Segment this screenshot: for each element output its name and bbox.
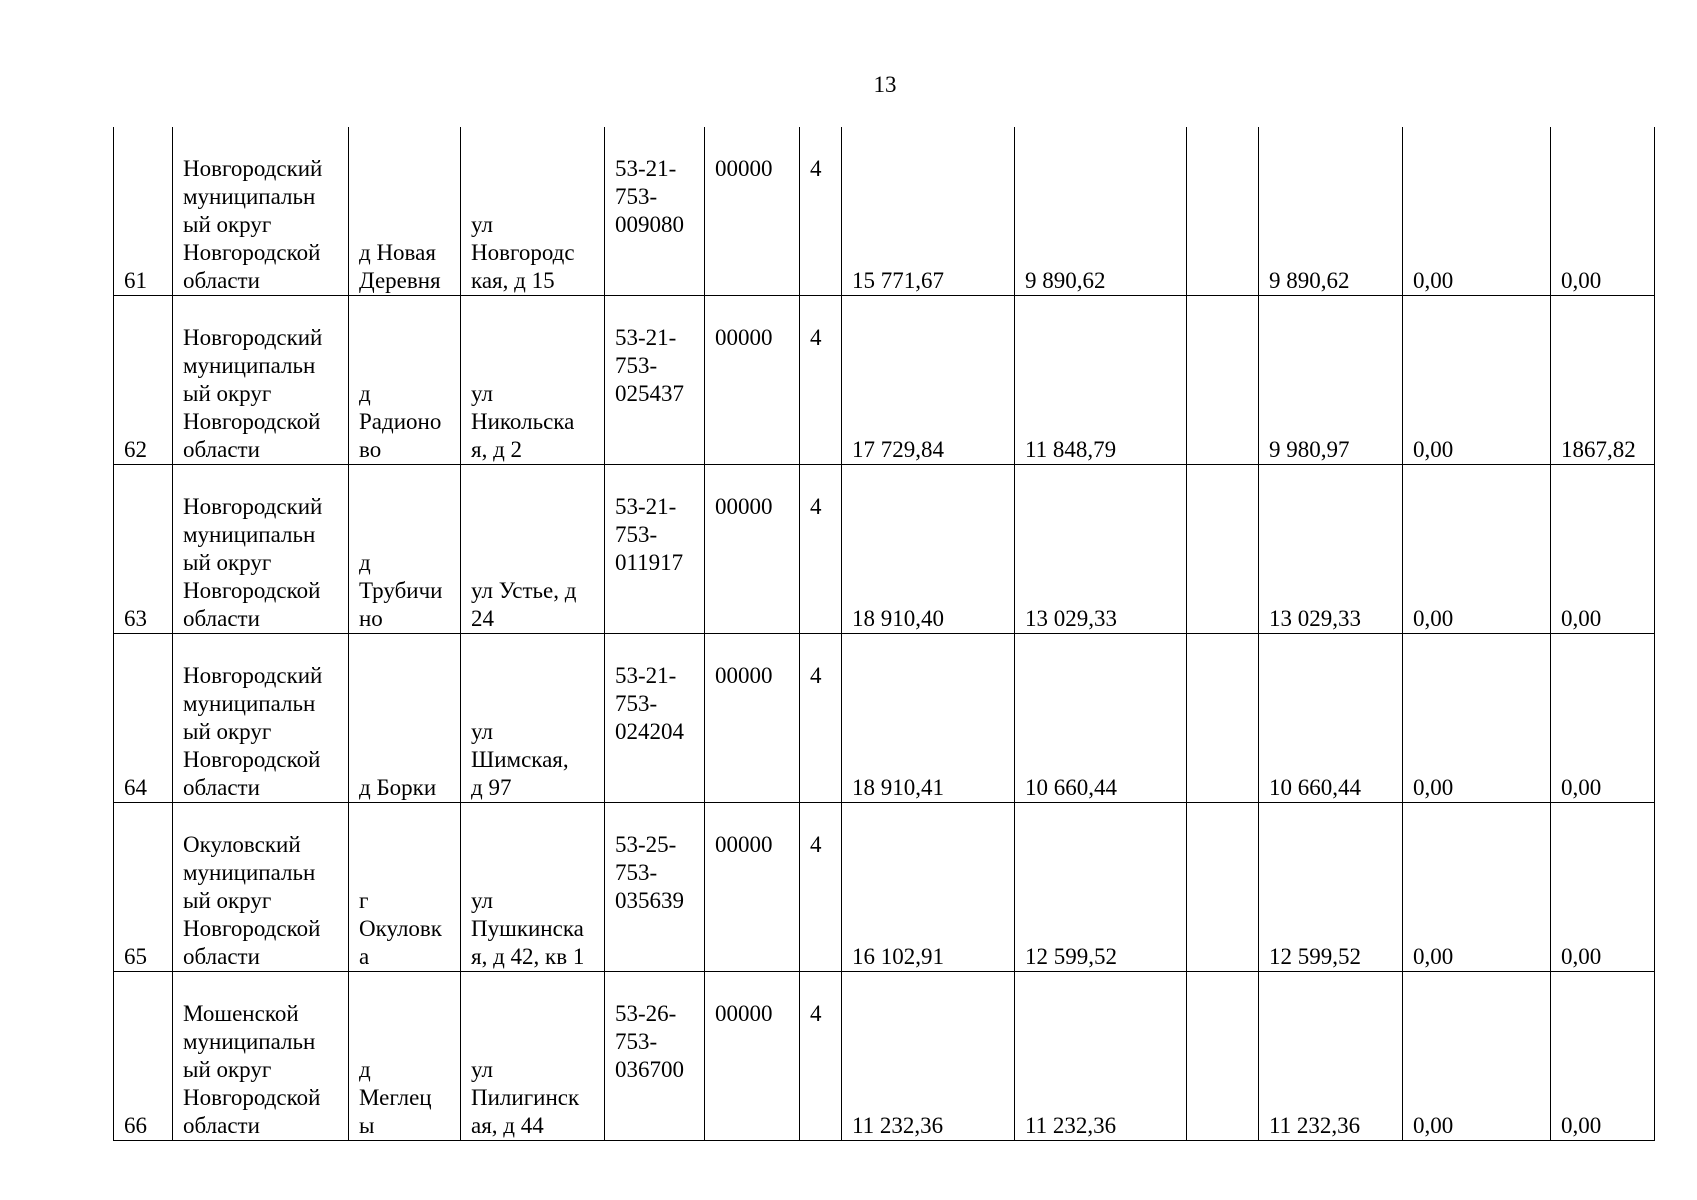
cell-line: 753- — [615, 691, 658, 716]
code2-cell: 00000 — [705, 972, 800, 1141]
value5-cell: 0,00 — [1403, 465, 1551, 634]
municipality-cell — [173, 634, 349, 803]
cell-line: Шимская, — [471, 747, 569, 772]
cell-line: Деревня — [359, 268, 441, 293]
category-cell: 4 — [800, 127, 842, 296]
cell-line: 753- — [615, 522, 658, 547]
cell-line: г — [359, 888, 369, 913]
cell-line: 009080 — [615, 212, 684, 237]
cell-line: муниципальн — [183, 1029, 316, 1054]
cell-line: ый округ — [183, 550, 272, 575]
value1-cell: 17 729,84 — [842, 296, 1015, 465]
cell-line: 753- — [615, 353, 658, 378]
cell-line: Новгородской — [183, 240, 321, 265]
table-row — [114, 465, 1655, 634]
value3-cell — [1187, 127, 1259, 296]
cell-line: муниципальн — [183, 691, 316, 716]
cell-line: Новгородской — [183, 409, 321, 434]
value2-cell: 10 660,44 — [1015, 634, 1187, 803]
cell-line: а — [359, 944, 370, 969]
cell-line: области — [183, 775, 260, 800]
settlement-cell — [349, 972, 461, 1141]
cell-line: Пилигинск — [471, 1085, 580, 1110]
cell-line: области — [183, 606, 260, 631]
cell-line: ый округ — [183, 1057, 272, 1082]
cell-line: Новгородский — [183, 325, 323, 350]
cell-line: ая, д 44 — [471, 1113, 544, 1138]
value4-cell: 9 980,97 — [1259, 296, 1403, 465]
cell-line: области — [183, 437, 260, 462]
category-cell: 4 — [800, 465, 842, 634]
table-row — [114, 634, 1655, 803]
cell-line: Новгородской — [183, 916, 321, 941]
cell-line: д Борки — [359, 775, 437, 800]
value1-cell: 11 232,36 — [842, 972, 1015, 1141]
address-cell — [461, 972, 605, 1141]
value6-cell: 0,00 — [1551, 465, 1655, 634]
cell-line: ул — [471, 888, 493, 913]
code2-cell: 00000 — [705, 634, 800, 803]
cell-line: 024204 — [615, 719, 684, 744]
address-cell — [461, 803, 605, 972]
value2-cell: 9 890,62 — [1015, 127, 1187, 296]
cell-line: ул — [471, 719, 493, 744]
municipality-cell — [173, 972, 349, 1141]
cell-line: д — [359, 550, 371, 575]
table-row — [114, 296, 1655, 465]
value6-cell: 1867,82 — [1551, 296, 1655, 465]
municipality-cell — [173, 803, 349, 972]
value5-cell: 0,00 — [1403, 296, 1551, 465]
settlement-cell — [349, 634, 461, 803]
value5-cell: 0,00 — [1403, 127, 1551, 296]
row-number-cell: 66 — [114, 972, 173, 1141]
address-cell — [461, 465, 605, 634]
cell-line: Новгородский — [183, 663, 323, 688]
cell-line: ул — [471, 381, 493, 406]
value3-cell — [1187, 634, 1259, 803]
cell-line: муниципальн — [183, 353, 316, 378]
value3-cell — [1187, 803, 1259, 972]
value2-cell: 11 848,79 — [1015, 296, 1187, 465]
cell-line: Новгородской — [183, 1085, 321, 1110]
cell-line: ый округ — [183, 719, 272, 744]
data-table — [113, 127, 1655, 1141]
municipality-cell — [173, 127, 349, 296]
cell-line: 53-21- — [615, 156, 677, 181]
cell-line: кая, д 15 — [471, 268, 555, 293]
settlement-cell — [349, 803, 461, 972]
cell-line: области — [183, 268, 260, 293]
value4-cell: 13 029,33 — [1259, 465, 1403, 634]
cell-line: Меглец — [359, 1085, 432, 1110]
settlement-cell — [349, 127, 461, 296]
value3-cell — [1187, 465, 1259, 634]
cell-line: Новгородской — [183, 578, 321, 603]
row-number-cell: 63 — [114, 465, 173, 634]
cell-line: 53-21- — [615, 325, 677, 350]
value1-cell: 16 102,91 — [842, 803, 1015, 972]
cell-line: 011917 — [615, 550, 684, 575]
cell-line: Новгородский — [183, 494, 323, 519]
category-cell: 4 — [800, 972, 842, 1141]
cell-line: я, д 42, кв 1 — [471, 944, 585, 969]
cell-line: д 97 — [471, 775, 512, 800]
cell-line: области — [183, 944, 260, 969]
cell-line: Трубичи — [359, 578, 443, 603]
page-number: 13 — [873, 72, 897, 97]
cell-line: ул — [471, 212, 493, 237]
cell-line: 53-25- — [615, 832, 677, 857]
cell-line: 753- — [615, 1029, 658, 1054]
value1-cell: 15 771,67 — [842, 127, 1015, 296]
cell-line: Никольска — [471, 409, 575, 434]
row-number-cell: 65 — [114, 803, 173, 972]
code-cell — [605, 634, 705, 803]
value6-cell: 0,00 — [1551, 803, 1655, 972]
cell-line: ый округ — [183, 888, 272, 913]
cell-line: Радионо — [359, 409, 442, 434]
cell-line: Мошенской — [183, 1001, 299, 1026]
value3-cell — [1187, 296, 1259, 465]
value6-cell: 0,00 — [1551, 127, 1655, 296]
category-cell: 4 — [800, 296, 842, 465]
code-cell — [605, 296, 705, 465]
table-row — [114, 972, 1655, 1141]
row-number-cell: 64 — [114, 634, 173, 803]
value2-cell: 13 029,33 — [1015, 465, 1187, 634]
cell-line: д — [359, 1057, 371, 1082]
cell-line: я, д 2 — [471, 437, 523, 462]
cell-line: 753- — [615, 860, 658, 885]
cell-line: 753- — [615, 184, 658, 209]
table-row — [114, 803, 1655, 972]
cell-line: ул — [471, 1057, 493, 1082]
value5-cell: 0,00 — [1403, 634, 1551, 803]
cell-line: ы — [359, 1113, 375, 1138]
value5-cell: 0,00 — [1403, 972, 1551, 1141]
value6-cell: 0,00 — [1551, 634, 1655, 803]
cell-line: 53-21- — [615, 494, 677, 519]
address-cell — [461, 296, 605, 465]
municipality-cell — [173, 465, 349, 634]
cell-line: Новгородский — [183, 156, 323, 181]
settlement-cell — [349, 465, 461, 634]
cell-line: Новгородс — [471, 240, 575, 265]
value3-cell — [1187, 972, 1259, 1141]
cell-line: ый округ — [183, 381, 272, 406]
address-cell — [461, 127, 605, 296]
row-number-cell: 61 — [114, 127, 173, 296]
cell-line: муниципальн — [183, 184, 316, 209]
code-cell — [605, 127, 705, 296]
category-cell: 4 — [800, 634, 842, 803]
cell-line: муниципальн — [183, 860, 316, 885]
value1-cell: 18 910,41 — [842, 634, 1015, 803]
cell-line: но — [359, 606, 383, 631]
cell-line: 53-26- — [615, 1001, 677, 1026]
settlement-cell — [349, 296, 461, 465]
cell-line: ый округ — [183, 212, 272, 237]
code2-cell: 00000 — [705, 127, 800, 296]
value4-cell: 9 890,62 — [1259, 127, 1403, 296]
value2-cell: 12 599,52 — [1015, 803, 1187, 972]
code2-cell: 00000 — [705, 296, 800, 465]
cell-line: д Новая — [359, 240, 436, 265]
code-cell — [605, 972, 705, 1141]
value5-cell: 0,00 — [1403, 803, 1551, 972]
cell-line: области — [183, 1113, 260, 1138]
cell-line: 035639 — [615, 888, 684, 913]
cell-line: Окуловский — [183, 832, 301, 857]
cell-line: Новгородской — [183, 747, 321, 772]
code2-cell: 00000 — [705, 465, 800, 634]
value4-cell: 10 660,44 — [1259, 634, 1403, 803]
code-cell — [605, 803, 705, 972]
municipality-cell — [173, 296, 349, 465]
address-cell — [461, 634, 605, 803]
value2-cell: 11 232,36 — [1015, 972, 1187, 1141]
cell-line: во — [359, 437, 382, 462]
cell-line: ул Устье, д — [471, 578, 577, 603]
code2-cell: 00000 — [705, 803, 800, 972]
row-number-cell: 62 — [114, 296, 173, 465]
value4-cell: 11 232,36 — [1259, 972, 1403, 1141]
cell-line: 025437 — [615, 381, 684, 406]
value6-cell: 0,00 — [1551, 972, 1655, 1141]
cell-line: муниципальн — [183, 522, 316, 547]
table-row — [114, 127, 1655, 296]
cell-line: Окуловк — [359, 916, 442, 941]
cell-line: 036700 — [615, 1057, 684, 1082]
code-cell — [605, 465, 705, 634]
cell-line: д — [359, 381, 371, 406]
value4-cell: 12 599,52 — [1259, 803, 1403, 972]
category-cell: 4 — [800, 803, 842, 972]
value1-cell: 18 910,40 — [842, 465, 1015, 634]
cell-line: Пушкинска — [471, 916, 584, 941]
cell-line: 24 — [471, 606, 494, 631]
cell-line: 53-21- — [615, 663, 677, 688]
